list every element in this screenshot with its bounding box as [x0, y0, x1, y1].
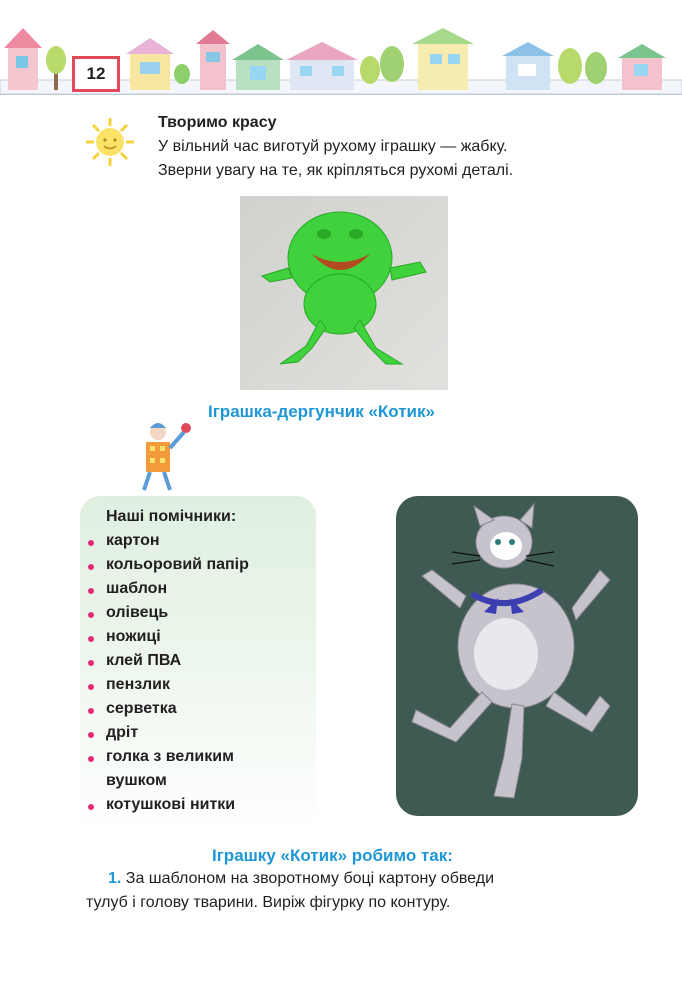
- house-2: [126, 38, 174, 90]
- bullet-icon: [88, 756, 94, 762]
- helper-item: шаблон: [106, 580, 168, 597]
- bullet-icon: [88, 660, 94, 666]
- helpers-title: Наші помічники:: [106, 508, 237, 525]
- bullet-icon: [88, 708, 94, 714]
- helper-item: ножиці: [106, 628, 161, 645]
- helper-item: голка з великим: [106, 748, 234, 765]
- house-5: [286, 42, 358, 90]
- helper-item: олівець: [106, 604, 169, 621]
- helper-item: серветка: [106, 700, 177, 717]
- step-1-line-1: [108, 870, 494, 888]
- sun-icon: [84, 116, 136, 168]
- tree-4: [558, 48, 607, 84]
- house-6: [412, 28, 474, 90]
- tree-2: [174, 64, 190, 84]
- bullet-icon: [88, 684, 94, 690]
- frog-toy-photo: [240, 196, 448, 390]
- helper-item: клей ПВА: [106, 652, 182, 669]
- step-1-text: За шаблоном на зворотному боці картону обведи: [125, 870, 494, 887]
- bullet-icon: [88, 588, 94, 594]
- cat-toy-photo: [396, 496, 638, 816]
- helper-item: котушкові нитки: [106, 796, 236, 813]
- intro-title: Творимо красу: [158, 114, 277, 131]
- helper-item: пензлик: [106, 676, 170, 693]
- page-number: 12: [72, 56, 120, 92]
- bullet-icon: [88, 636, 94, 642]
- house-7: [502, 42, 554, 90]
- house-1: [4, 28, 42, 90]
- toy-title: Іграшка-дергунчик «Котик»: [208, 402, 435, 421]
- helper-item-continuation: вушком: [106, 772, 167, 789]
- bullet-icon: [88, 540, 94, 546]
- bullet-icon: [88, 564, 94, 570]
- bullet-icon: [88, 804, 94, 810]
- clown-icon: [132, 418, 196, 496]
- intro-line-2: Зверни увагу на те, як кріпляться рухомі деталі.: [158, 162, 514, 179]
- step-number: 1.: [108, 870, 122, 887]
- steps-title: Іграшку «Котик» робимо так:: [212, 846, 453, 865]
- house-8: [618, 44, 666, 90]
- bullet-icon: [88, 732, 94, 738]
- helper-item: картон: [106, 532, 160, 549]
- intro-line-1: У вільний час виготуй рухому іграшку — жабку.: [158, 138, 508, 155]
- tree-3: [360, 46, 404, 84]
- step-1-line-2: тулуб і голову тварини. Виріж фігурку по контуру.: [86, 894, 451, 911]
- house-4: [232, 44, 284, 90]
- house-3: [196, 30, 230, 90]
- helper-item: кольоровий папір: [106, 556, 249, 573]
- bullet-icon: [88, 612, 94, 618]
- helper-item: дріт: [106, 724, 139, 741]
